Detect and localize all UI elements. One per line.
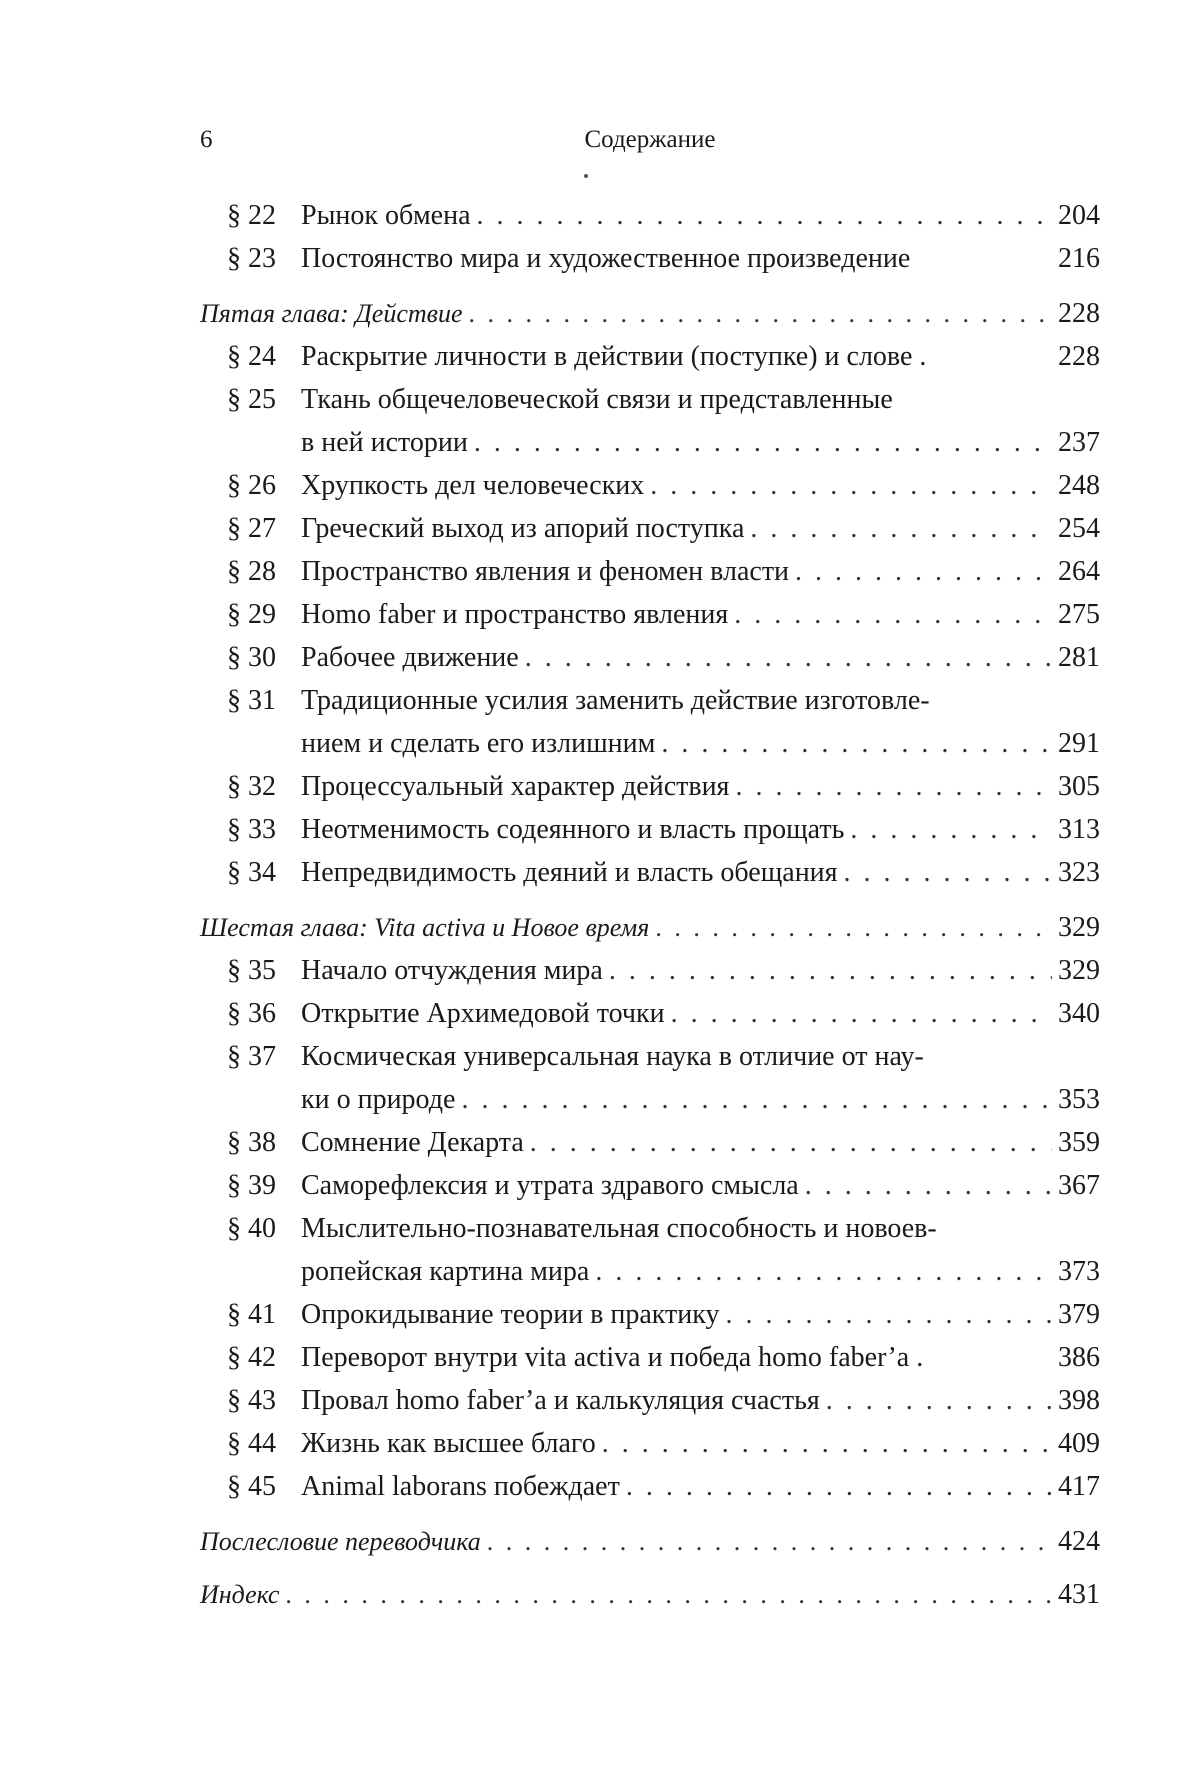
dot-leader <box>530 1121 1052 1164</box>
entry-title: нием и сделать его излишним <box>301 728 656 759</box>
page-ref: 424 <box>1058 1526 1100 1557</box>
section-number: § 36 <box>227 998 276 1029</box>
page-ref: 431 <box>1058 1579 1100 1610</box>
page-ref: 216 <box>1058 243 1100 274</box>
section-number: § 31 <box>227 685 276 716</box>
page-ref: 386 <box>1058 1342 1100 1373</box>
toc-entry <box>200 1336 1100 1379</box>
entry-title: Жизнь как высшее благо <box>301 1428 596 1459</box>
section-number: § 35 <box>227 955 276 986</box>
page-ref: 248 <box>1058 470 1100 501</box>
dot-leader <box>525 636 1052 679</box>
dot-leader <box>655 906 1052 949</box>
entry-title: Провал homo faber’a и калькуляция счастья <box>301 1385 820 1416</box>
entry-title: Рабочее движение <box>301 642 519 673</box>
toc-entry <box>200 335 1100 378</box>
dot-leader <box>850 808 1052 851</box>
entry-title: Неотменимость содеянного и власть прощать <box>301 814 845 845</box>
page-ref: 281 <box>1058 642 1100 673</box>
section-number: § 30 <box>227 642 276 673</box>
entry-title: Открытие Архимедовой точки <box>301 998 665 1029</box>
section-number: § 42 <box>227 1342 276 1373</box>
page-ref: 409 <box>1058 1428 1100 1459</box>
page-ref: 228 <box>1058 341 1100 372</box>
section-number: § 26 <box>227 470 276 501</box>
page-ref: 254 <box>1058 513 1100 544</box>
entry-title: Саморефлексия и утрата здравого смысла <box>301 1170 799 1201</box>
section-number: § 22 <box>227 200 276 231</box>
page-header <box>200 126 1100 166</box>
dot-leader <box>795 550 1052 593</box>
page-ref: 367 <box>1058 1170 1100 1201</box>
page-ref: 228 <box>1058 298 1100 329</box>
section-number: § 43 <box>227 1385 276 1416</box>
page-ref: 291 <box>1058 728 1100 759</box>
section-number: § 28 <box>227 556 276 587</box>
page-ref: 398 <box>1058 1385 1100 1416</box>
toc-chapter <box>200 1520 1100 1563</box>
entry-title: Опрокидывание теории в практику <box>301 1299 720 1330</box>
dot-leader <box>609 949 1052 992</box>
entry-title: в ней истории <box>301 427 468 458</box>
dot-leader <box>474 421 1052 464</box>
entry-title-line: Мыслительно-познавательная способность и новоев- <box>301 1213 937 1244</box>
toc-entry <box>200 464 1100 507</box>
dot-leader <box>735 765 1052 808</box>
entry-title: Индекс <box>200 1580 280 1609</box>
section-number: § 29 <box>227 599 276 630</box>
toc-entry <box>200 237 1100 280</box>
toc-chapter <box>200 906 1100 949</box>
toc-entry <box>200 1121 1100 1164</box>
section-number: § 38 <box>227 1127 276 1158</box>
entry-title: Пространство явления и феномен власти <box>301 556 790 587</box>
page-ref: 204 <box>1058 200 1100 231</box>
page-ref: 237 <box>1058 427 1100 458</box>
toc-entry <box>200 851 1100 894</box>
entry-title: Пятая глава: Действие <box>200 299 463 328</box>
entry-title: ропейская картина мира <box>301 1256 590 1287</box>
dot-leader <box>469 292 1053 335</box>
section-number: § 34 <box>227 857 276 888</box>
page-ref: 305 <box>1058 771 1100 802</box>
dot-leader <box>487 1520 1052 1563</box>
dot-leader <box>661 722 1052 765</box>
page-ref: 264 <box>1058 556 1100 587</box>
toc-entry <box>200 593 1100 636</box>
page-number: 6 <box>200 126 213 153</box>
dot-leader <box>595 1250 1052 1293</box>
dot-leader <box>844 851 1052 894</box>
entry-title: Непредвидимость деяний и власть обещания <box>301 857 838 888</box>
page-ref: 379 <box>1058 1299 1100 1330</box>
toc-chapter <box>200 1573 1100 1616</box>
toc-entry <box>200 507 1100 550</box>
section-number: § 32 <box>227 771 276 802</box>
page-ref: 329 <box>1058 912 1100 943</box>
toc-entry <box>200 1465 1100 1508</box>
toc-entry <box>200 1164 1100 1207</box>
page-ref: 313 <box>1058 814 1100 845</box>
toc-entry <box>200 949 1100 992</box>
page-ref: 329 <box>1058 955 1100 986</box>
toc-entry <box>200 765 1100 808</box>
entry-title: Хрупкость дел человеческих <box>301 470 645 501</box>
section-number: § 41 <box>227 1299 276 1330</box>
table-of-contents <box>200 194 1100 1616</box>
toc-entry <box>200 194 1100 237</box>
page-ref: 275 <box>1058 599 1100 630</box>
entry-title: Начало отчуждения мира <box>301 955 603 986</box>
entry-title: Сомнение Декарта <box>301 1127 524 1158</box>
section-number: § 25 <box>227 384 276 415</box>
section-number: § 27 <box>227 513 276 544</box>
toc-entry <box>200 1422 1100 1465</box>
dot-leader <box>671 992 1052 1035</box>
section-number: § 45 <box>227 1471 276 1502</box>
dot-leader <box>826 1379 1052 1422</box>
section-number: § 37 <box>227 1041 276 1072</box>
section-number: § 39 <box>227 1170 276 1201</box>
running-title: Содержание <box>584 126 716 153</box>
dot-leader <box>750 507 1052 550</box>
page-ref: 417 <box>1058 1471 1100 1502</box>
toc-chapter <box>200 292 1100 335</box>
entry-title: Послесловие переводчика <box>200 1527 481 1556</box>
dot-leader <box>477 194 1052 237</box>
toc-entry <box>200 1035 1100 1121</box>
section-number: § 23 <box>227 243 276 274</box>
entry-title: Процессуальный характер действия <box>301 771 730 802</box>
entry-title: Шестая глава: Vita activa и Новое время <box>200 913 650 942</box>
entry-title: ки о природе <box>301 1084 456 1115</box>
dot-leader <box>461 1078 1052 1121</box>
page-ref: 373 <box>1058 1256 1100 1287</box>
entry-title: Греческий выход из апорий поступка <box>301 513 745 544</box>
toc-entry <box>200 679 1100 765</box>
toc-entry <box>200 378 1100 464</box>
dot-leader <box>650 464 1052 507</box>
toc-entry <box>200 636 1100 679</box>
entry-title: Рынок обмена <box>301 200 471 231</box>
toc-entry <box>200 1293 1100 1336</box>
section-number: § 40 <box>227 1213 276 1244</box>
page-ref: 323 <box>1058 857 1100 888</box>
toc-entry <box>200 550 1100 593</box>
dot-leader <box>602 1422 1052 1465</box>
entry-title-line: Ткань общечеловеческой связи и представленные <box>301 384 893 415</box>
toc-entry <box>200 1379 1100 1422</box>
entry-title-line: Космическая универсальная наука в отличие от нау- <box>301 1041 924 1072</box>
entry-title: Animal laborans побеждает <box>301 1471 620 1502</box>
dot-leader <box>734 593 1052 636</box>
toc-entry <box>200 808 1100 851</box>
page-ref: 353 <box>1058 1084 1100 1115</box>
entry-title: Переворот внутри vita activa и победа homo faber’a . <box>301 1342 924 1373</box>
entry-title: Homo faber и пространство явления <box>301 599 729 630</box>
section-number: § 44 <box>227 1428 276 1459</box>
dot-leader <box>626 1465 1052 1508</box>
dot-leader <box>285 1573 1052 1616</box>
entry-title: Постоянство мира и художественное произведение <box>301 243 911 274</box>
section-number: § 24 <box>227 341 276 372</box>
ink-speck <box>584 174 588 178</box>
entry-title: Раскрытие личности в действии (поступке) и слове . <box>301 341 927 372</box>
toc-entry <box>200 1207 1100 1293</box>
page-ref: 359 <box>1058 1127 1100 1158</box>
entry-title-line: Традиционные усилия заменить действие изготовле- <box>301 685 930 716</box>
dot-leader <box>725 1293 1052 1336</box>
page-ref: 340 <box>1058 998 1100 1029</box>
section-number: § 33 <box>227 814 276 845</box>
toc-entry <box>200 992 1100 1035</box>
dot-leader <box>805 1164 1052 1207</box>
